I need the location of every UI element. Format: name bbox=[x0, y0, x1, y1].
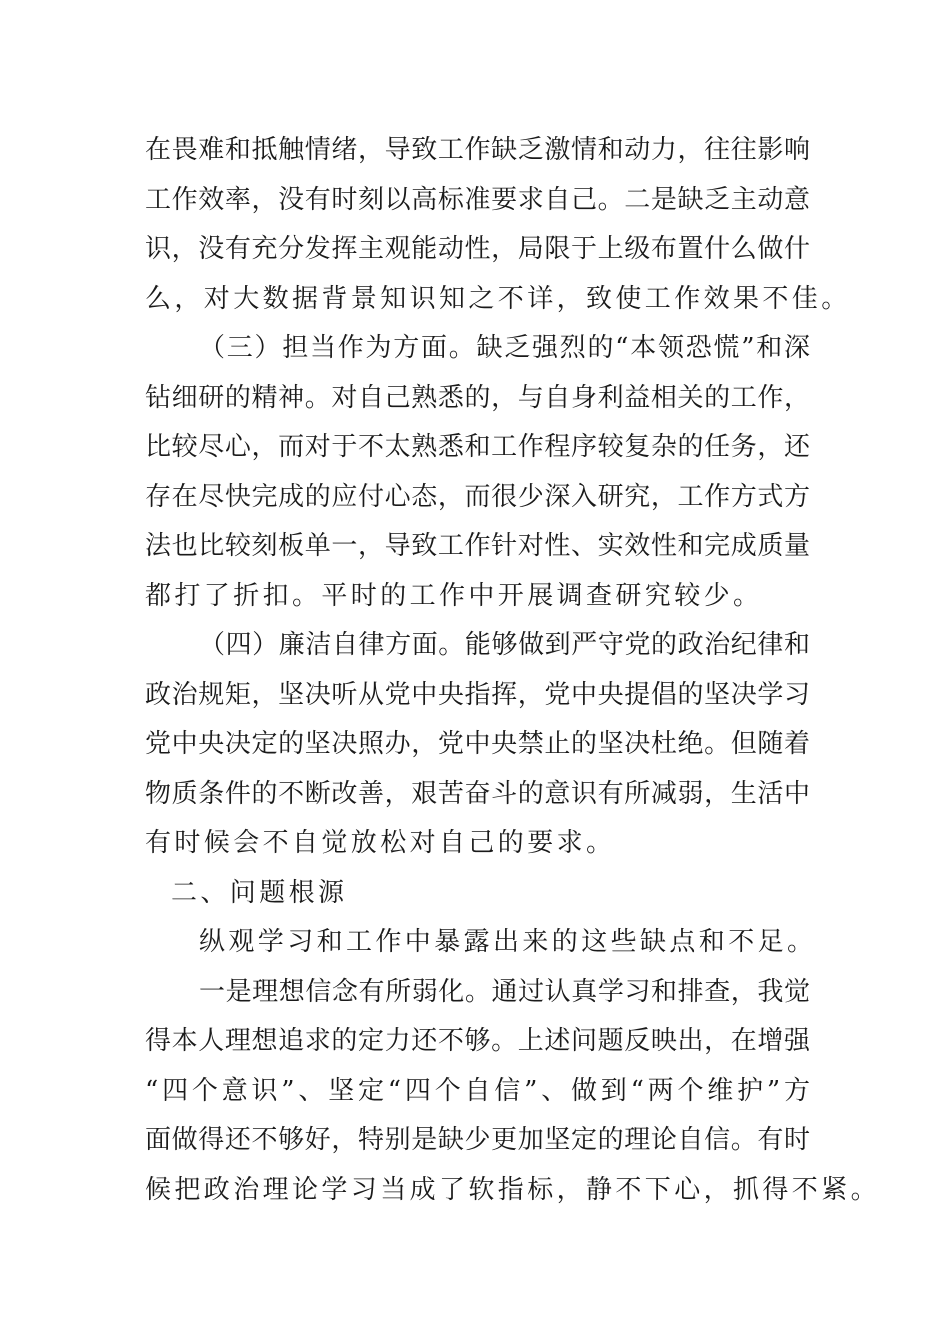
paragraph-start-line: （三）担当作为方面。缺乏强烈的“本领恐慌”和深 bbox=[199, 333, 810, 363]
text-line: 物质条件的不断改善，艰苦奋斗的意识有所减弱，生活中 bbox=[145, 778, 810, 809]
text-line: 法也比较刻板单一，导致工作针对性、实效性和完成质量 bbox=[145, 531, 810, 561]
text-line: 政治规矩，坚决听从党中央指挥，党中央提倡的坚决学习 bbox=[145, 679, 810, 710]
text-line: 比较尽心，而对于不太熟悉和工作程序较复杂的任务，还 bbox=[145, 432, 810, 462]
text-line: 识，没有充分发挥主观能动性，局限于上级布置什么做什 bbox=[145, 234, 810, 264]
body-text bbox=[145, 126, 881, 1215]
text-line: 候把政治理论学习当成了软指标，静不下心，抓得不紧。 bbox=[145, 1174, 881, 1205]
text-line: “四个意识”、坚定“四个自信”、做到“两个维护”方 bbox=[145, 1075, 810, 1106]
text-line: 么，对大数据背景知识知之不详，致使工作效果不佳。 bbox=[145, 283, 851, 314]
section-heading: 二、问题根源 bbox=[171, 877, 348, 908]
text-line: 有时候会不自觉放松对自己的要求。 bbox=[145, 828, 616, 858]
text-line: 工作效率，没有时刻以高标准要求自己。二是缺乏主动意 bbox=[145, 184, 810, 215]
paragraph-start-line: 纵观学习和工作中暴露出来的这些缺点和不足。 bbox=[199, 927, 817, 957]
text-line: 党中央决定的坚决照办，党中央禁止的坚决杜绝。但随着 bbox=[145, 729, 810, 759]
text-line: 面做得还不够好，特别是缺少更加坚定的理论自信。有时 bbox=[145, 1125, 810, 1155]
text-line: 钻细研的精神。对自己熟悉的，与自身利益相关的工作， bbox=[145, 382, 810, 413]
text-line: 在畏难和抵触情绪，导致工作缺乏激情和动力，往往影响 bbox=[145, 135, 810, 165]
paragraph-start-line: （四）廉洁自律方面。能够做到严守党的政治纪律和 bbox=[199, 630, 810, 660]
paragraph-start-line: 一是理想信念有所弱化。通过认真学习和排查，我觉 bbox=[199, 976, 810, 1007]
text-line: 得本人理想追求的定力还不够。上述问题反映出，在增强 bbox=[145, 1026, 810, 1056]
text-line: 存在尽快完成的应付心态，而很少深入研究，工作方式方 bbox=[145, 481, 810, 512]
text-line: 都打了折扣。平时的工作中开展调查研究较少。 bbox=[145, 580, 763, 611]
